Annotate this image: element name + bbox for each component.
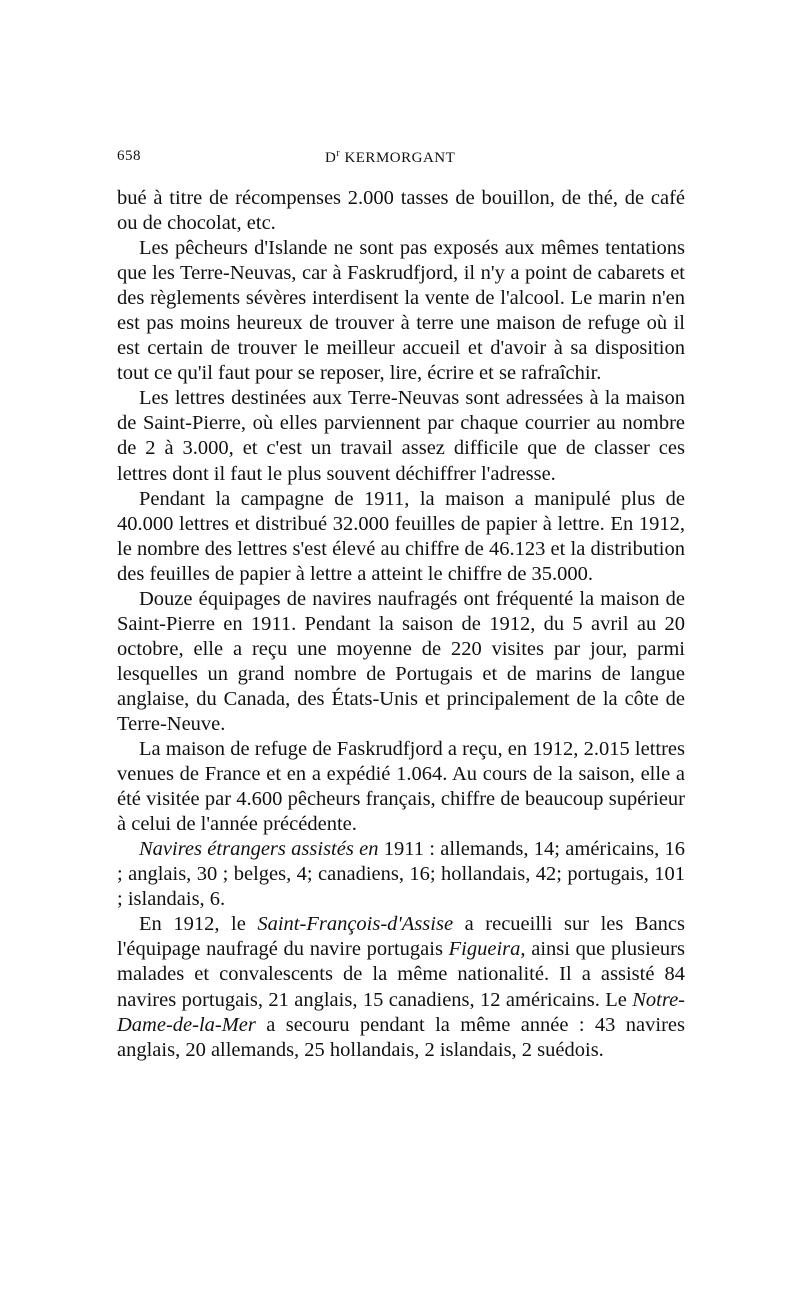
paragraph-islande: Les pêcheurs d'Islande ne sont pas exposés aux mêmes tentations que les Terre-Neuvas, car à Faskrudfjord, il n'y a point de cabarets et des règlements sévères interdisent la vente de l'alcool. Le marin n'en est pas moins heureux de trouver à terre une maison de refuge où il est certain de trouver le meilleur accueil et d'avoir à sa disposition tout ce qu'il faut pour se reposer, lire, écrire et se rafraîchir. (117, 237, 685, 385)
paragraph-lettres: Les lettres destinées aux Terre-Neuvas sont adressées à la maison de Saint-Pierre, où elles parviennent par chaque courrier au nombre de 2 à 3.000, et c'est un travail assez difficile que de classer ces lettres dont il faut le plus souvent déchiffrer l'adresse. (117, 387, 685, 485)
paragraph-campagne-1911: Pendant la campagne de 1911, la maison a manipulé plus de 40.000 lettres et distribué 32.000 feuilles de papier à lettre. En 1912, le nombre des lettres s'est élevé au chiffre de 46.123 et la distribution des feuilles de papier à lettre a atteint le chiffre de 35.000. (117, 487, 685, 585)
text-segment: a recueilli sur les Bancs l'équipage naufragé du navire portugais (117, 913, 685, 961)
page-header (117, 148, 689, 172)
text-segment: , ainsi que plusieurs malades et convalescents de la même nationalité. Il a assisté 84 navires portugais, 21 anglais, 15 canadiens, 12 américains. Le (117, 938, 685, 1011)
italic-lead: Navires étrangers assistés en (139, 838, 379, 861)
body-text (117, 186, 685, 1063)
page-number: 658 (117, 148, 141, 164)
running-head (325, 148, 455, 167)
ship-name-notre-dame: Notre-Dame-de-la-Mer (117, 988, 685, 1036)
text-segment: En 1912, le (139, 913, 258, 936)
author-name: KERMORGANT (344, 150, 456, 166)
paragraph-continuation: bué à titre de récompenses 2.000 tasses de bouillon, de thé, de café ou de chocolat, etc. (117, 187, 685, 235)
ship-name-saint-francois: Saint-François-d'Assise (257, 913, 454, 936)
paragraph-navires-etrangers (117, 837, 685, 912)
paragraph-equipages: Douze équipages de navires naufragés ont fréquenté la maison de Saint-Pierre en 1911. Pendant la saison de 1912, du 5 avril au 20 octobre, elle a reçu une moyenne de 220 visites par jour, parmi lesquelles un grand nombre de Portugais et de marins de langue anglaise, du Canada, des États-Unis et principalement de la côte de Terre-Neuve. (117, 587, 685, 735)
author-prefix: D (325, 150, 337, 166)
author-prefix-superscript: r (336, 148, 341, 159)
text-segment: a secouru pendant la même année : 43 navires anglais, 20 allemands, 25 hollandais, 2 islandais, 2 suédois. (117, 1013, 685, 1061)
paragraph-faskrudfjord: La maison de refuge de Faskrudfjord a reçu, en 1912, 2.015 lettres venues de France et en a expédié 1.064. Au cours de la saison, elle a été visitée par 4.600 pêcheurs français, chiffre de beaucoup supérieur à celui de l'année précédente. (117, 738, 685, 836)
paragraph-1912 (117, 912, 685, 1062)
ship-name-figueira: Figueira (448, 938, 521, 961)
paragraph-text: 1911 : allemands, 14; américains, 16 ; anglais, 30 ; belges, 4; canadiens, 16; hollandais, 42; portugais, 101 ; islandais, 6. (117, 838, 685, 911)
